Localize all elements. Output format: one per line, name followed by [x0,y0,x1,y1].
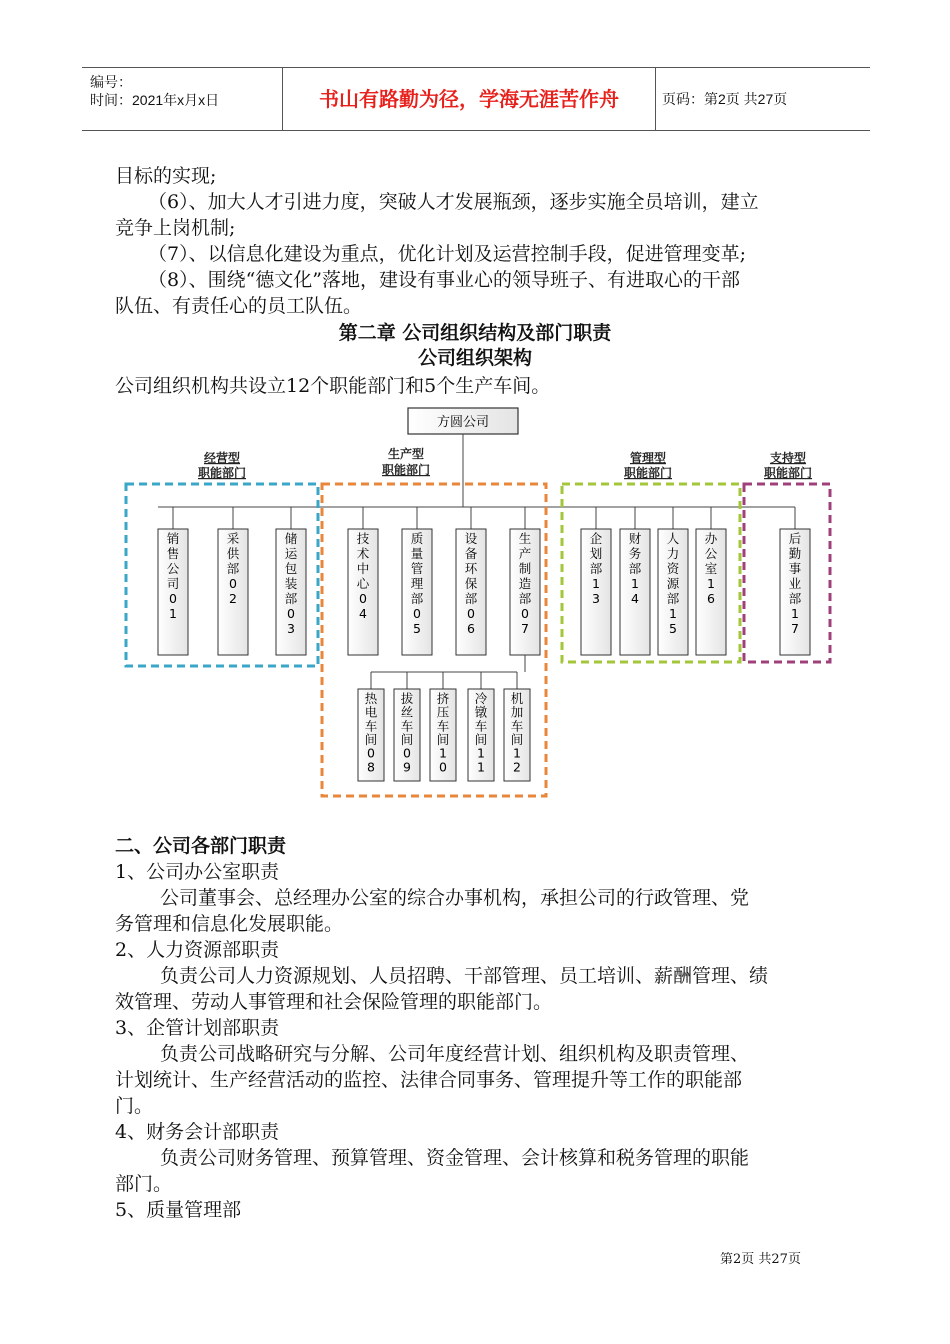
dept-label: 业 [788,576,802,591]
section-head: 2、人力资源部职责 [115,939,280,961]
workshop-label: 间 [364,732,378,747]
workshop-label: 间 [436,732,450,747]
dept-label: 办 [704,531,718,546]
dept-label: 力 [666,546,680,561]
dept-label: 中 [356,561,370,576]
page-header [82,67,870,131]
dept-label: 备 [464,546,478,561]
workshop-label: 拔 [400,691,414,706]
section-line: 部门。 [115,1173,173,1195]
group-title-3a: 管理型 [629,451,667,465]
root-label: 方圆公司 [436,415,490,430]
dept-label: 制 [518,561,532,576]
workshop-label: 机 [510,691,524,706]
dept-label: 销 [166,531,180,546]
dept-label: 运 [284,546,298,561]
dept-label: 4 [359,606,367,621]
dept-label: 0 [521,606,529,621]
group-title-4b: 职能部门 [763,466,813,480]
workshop-label: 丝 [400,704,414,720]
body-line: （7）、以信息化建设为重点，优化计划及运营控制手段，促进管理变革; [148,243,746,265]
dept-label: 术 [356,546,370,561]
section-line: 公司董事会、总经理办公室的综合办事机构，承担公司的行政管理、党 [160,887,750,909]
workshop-label: 1 [477,759,485,775]
dept-label: 产 [518,546,532,561]
workshop-label: 镦 [474,704,488,720]
dept-label: 划 [589,546,603,561]
body-line: （6）、加大人才引进力度，突破人才发展瓶颈，逐步实施全员培训，建立 [148,191,759,213]
dept-label: 包 [284,561,298,576]
dept-label: 技 [356,531,370,546]
section-line: 负责公司财务管理、预算管理、资金管理、会计核算和税务管理的职能 [160,1147,750,1169]
dept-label: 环 [464,561,478,576]
dept-label: 0 [229,576,237,591]
group-title-2a: 生产型 [387,447,425,461]
dept-label: 部 [410,591,424,606]
body-line: （8）、围绕“德文化”落地，建设有事业心的领导班子、有进取心的干部 [148,269,741,291]
workshop-label: 间 [400,732,414,747]
dept-label: 企 [589,531,603,546]
dept-label: 7 [521,621,529,636]
dept-label: 资 [666,561,680,576]
dept-label: 部 [226,561,240,576]
dept-label: 部 [628,561,642,576]
dept-label: 2 [229,591,237,606]
dept-label: 部 [284,591,298,606]
workshop-label: 车 [510,718,524,734]
dept-label: 售 [166,546,180,561]
dept-label: 6 [467,621,475,636]
workshop-label: 热 [364,691,378,706]
workshop-label: 车 [400,718,414,734]
dept-label: 部 [788,591,802,606]
dept-label: 造 [518,576,532,591]
dept-label: 4 [631,591,639,606]
dept-label: 6 [707,591,715,606]
section-line: 门。 [115,1095,154,1117]
dept-label: 0 [467,606,475,621]
dept-label: 1 [707,576,715,591]
workshop-label: 间 [474,732,488,747]
dept-label: 储 [284,531,298,546]
dept-label: 5 [413,621,421,636]
chapter-title: 第二章 公司组织结构及部门职责 [338,322,612,344]
dept-label: 3 [592,591,600,606]
section-line: 负责公司人力资源规划、人员招聘、干部管理、员工培训、薪酬管理、绩 [160,965,769,987]
dept-label: 生 [518,531,532,546]
dept-label: 质 [410,531,424,546]
dept-label: 部 [518,591,532,606]
dept-label: 源 [666,576,680,591]
dept-label: 装 [284,576,298,591]
section-line: 务管理和信息化发展职能。 [115,913,344,935]
workshop-label: 冷 [474,691,488,706]
dept-label: 部 [464,591,478,606]
dept-label: 1 [669,606,677,621]
workshop-label: 0 [439,759,447,775]
dept-label: 部 [589,561,603,576]
workshop-label: 挤 [436,691,450,706]
section-head: 4、财务会计部职责 [115,1121,280,1143]
workshop-label: 0 [367,745,375,761]
dept-label: 设 [464,531,478,546]
dept-label: 务 [628,546,642,561]
workshop-label: 2 [513,759,521,775]
body-line: 竞争上岗机制; [115,217,236,239]
dept-label: 5 [669,621,677,636]
header-meta [82,68,282,130]
group-title-4a: 支持型 [769,451,807,465]
workshop-label: 压 [436,704,450,720]
dept-label: 公 [704,546,718,561]
workshop-label: 1 [439,745,447,761]
body-line: 目标的实现; [115,165,217,187]
dept-label: 7 [791,621,799,636]
dept-label: 0 [413,606,421,621]
dept-label: 后 [788,531,802,546]
page-label: 页码：第2页 共27页 [662,91,788,107]
dept-label: 部 [666,591,680,606]
dept-label: 事 [788,561,802,576]
dept-label: 采 [226,531,240,546]
section-line: 计划统计、生产经营活动的监控、法律合同事务、管理提升等工作的职能部 [115,1069,743,1091]
intro-text: 公司组织机构共设立12个职能部门和5个生产车间。 [115,375,551,397]
dept-label: 1 [791,606,799,621]
dept-label: 供 [226,546,240,561]
section-head: 1、公司办公室职责 [115,861,280,883]
dept-label: 管 [410,561,424,576]
dept-label: 财 [628,531,642,546]
dept-label: 心 [356,576,370,591]
dept-label: 1 [169,606,177,621]
workshop-label: 车 [474,718,488,734]
page-footer: 第2页 共27页 [720,1252,801,1267]
dept-label: 勤 [788,546,802,561]
dept-label: 0 [169,591,177,606]
group-title-1b: 职能部门 [197,466,247,480]
workshop-label: 电 [364,704,378,720]
group-title-1a: 经营型 [203,451,241,465]
dept-label: 室 [704,561,718,576]
dept-label: 司 [166,576,180,591]
dept-label: 3 [287,621,295,636]
dept-label: 1 [631,576,639,591]
body-line: 队伍、有责任心的员工队伍。 [115,295,363,317]
dept-label: 1 [592,576,600,591]
workshop-label: 1 [477,745,485,761]
dept-label: 理 [410,576,424,591]
serial-label: 编号： [90,74,132,90]
group-title-3b: 职能部门 [623,466,673,480]
time-label: 时间：2021年x月x日 [90,92,220,108]
workshop-label: 1 [513,745,521,761]
section-line: 效管理、劳动人事管理和社会保险管理的职能部门。 [115,991,553,1013]
section-head: 3、企管计划部职责 [115,1017,280,1039]
group-title-2b: 职能部门 [381,463,431,477]
dept-label: 人 [666,531,680,546]
workshop-label: 间 [510,732,524,747]
dept-label: 公 [166,561,180,576]
workshop-label: 9 [403,759,411,775]
workshop-label: 8 [367,759,375,775]
dept-label: 0 [287,606,295,621]
sec2-title: 二、公司各部门职责 [115,835,287,857]
dept-label: 0 [359,591,367,606]
workshop-label: 车 [364,718,378,734]
workshop-label: 0 [403,745,411,761]
section-line: 负责公司战略研究与分解、公司年度经营计划、组织机构及职责管理、 [160,1043,750,1065]
section-title: 公司组织架构 [417,347,532,369]
dept-label: 保 [464,576,478,591]
dept-label: 量 [410,546,424,561]
org-chart [110,400,840,805]
workshop-label: 车 [436,718,450,734]
workshop-label: 加 [510,704,524,720]
section-head: 5、质量管理部 [115,1199,242,1221]
motto: 书山有路勤为径，学海无涯苦作舟 [282,68,656,130]
